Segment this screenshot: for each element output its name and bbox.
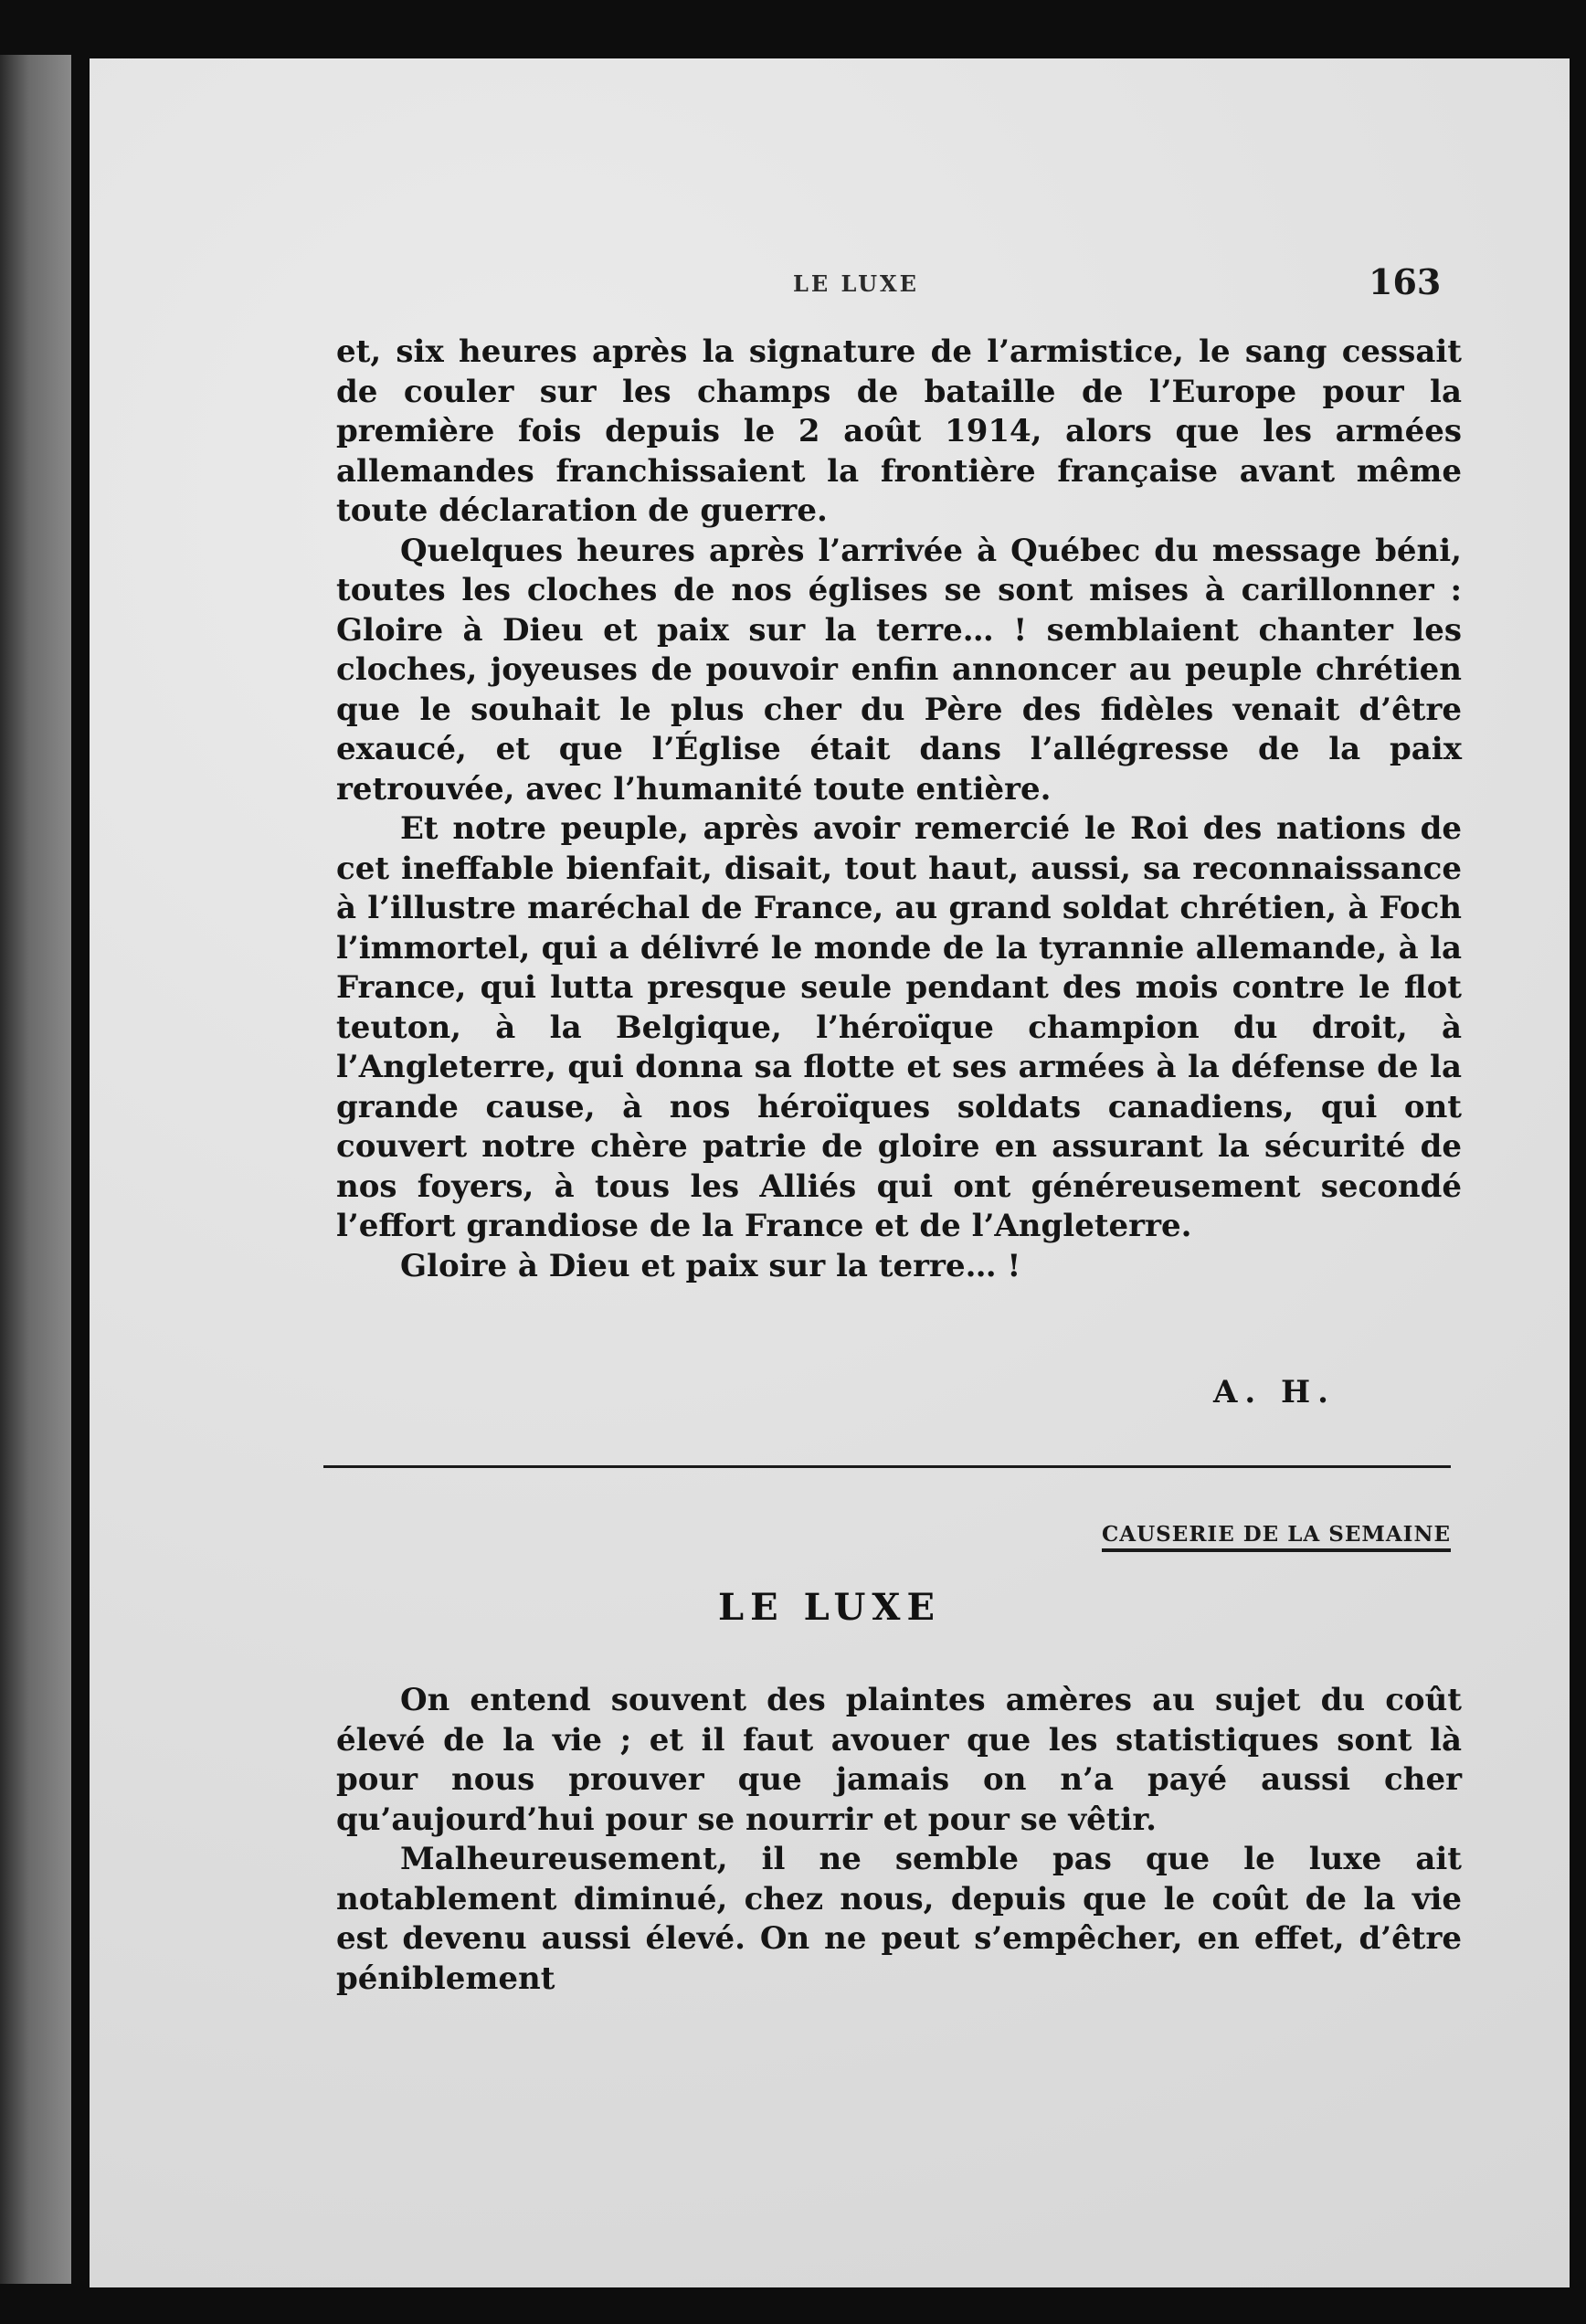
paragraph: On entend souvent des plaintes amères au sujet du coût élevé de la vie ; et il faut avouer que les statistiques sont là pour nous prouver que jamais on n’a payé aussi cher qu’aujourd’hui pour se nourrir et pour se vêtir. [336, 1682, 1462, 1838]
paragraph: Quelques heures après l’arrivée à Québec du message béni, toutes les cloches de nos églises se sont mises à carillonner : Gloire à Dieu et paix sur la terre… ! semblaient chanter les cloches, joyeuses de pouvoir enfin annoncer au peuple chrétien que le souhait le plus cher du Père des fidèles venait d’être exaucé, et que l’Église était dans l’allégresse de la paix retrouvée, avec l’humanité toute entière. [336, 532, 1462, 808]
adjacent-page-edge [0, 55, 71, 2284]
page-header [90, 258, 1570, 312]
paragraph: Malheureusement, il ne semble pas que le luxe ait notablement diminué, chez nous, depuis que le coût de la vie est devenu aussi élevé. On ne peut s’empêcher, en effet, d’être péniblement [336, 1841, 1462, 1997]
section-divider [323, 1465, 1451, 1468]
paragraph: Et notre peuple, après avoir remercié le Roi des nations de cet ineffable bienfait, disait, tout haut, aussi, sa reconnaissance à l’illustre maréchal de France, au grand soldat chrétien, à Foch l’immortel, qui a délivré le monde de la tyrannie allemande, à la France, qui lutta presque seule pendant des mois contre le flot teuton, à la Belgique, l’héroïque champion du droit, à l’Angleterre, qui donna sa flotte et ses armées à la défense de la grande cause, à nos héroïques soldats canadiens, qui ont couvert notre chère patrie de gloire en assurant la sécurité de nos foyers, à tous les Alliés qui ont généreusement secondé l’effort grandiose de la France et de l’Angleterre. [336, 810, 1462, 1244]
paragraph: Gloire à Dieu et paix sur la terre… ! [400, 1247, 1021, 1284]
book-page [90, 58, 1570, 2287]
page-number: 163 [1369, 261, 1442, 302]
signature: A. H. [1213, 1374, 1337, 1410]
running-title: LE LUXE [793, 270, 919, 297]
article-body [336, 1681, 1462, 1999]
section-label [994, 1522, 1451, 1547]
article-title: LE LUXE [718, 1586, 941, 1629]
article-conclusion [336, 333, 1462, 1286]
paragraph: et, six heures après la signature de l’armistice, le sang cessait de couler sur les champs de bataille de l’Europe pour la première fois depuis le 2 août 1914, alors que les armées allemandes franchissaient la frontière française avant même toute déclaration de guerre. [336, 333, 1462, 529]
section-label-text: CAUSERIE DE LA SEMAINE [1102, 1522, 1451, 1552]
